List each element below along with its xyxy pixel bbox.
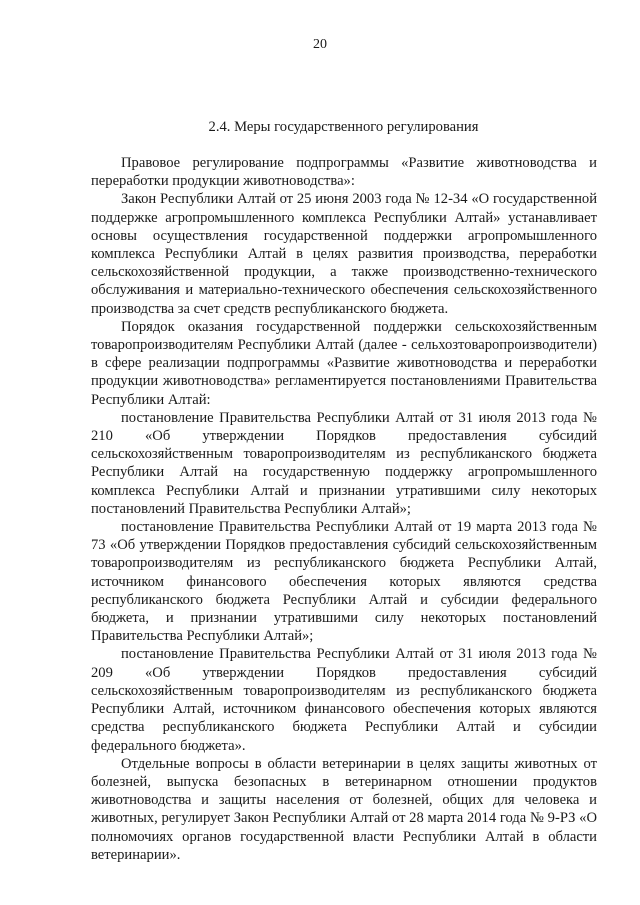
paragraph-law-12-34: Закон Республики Алтай от 25 июня 2003 года № 12-34 «О государственной поддержке агропромышленного комплекса Республики Алтай» устанавливает основы осуществления государственной поддержки агропромышленного комплекса Республики Алтай в целях развития производства, переработки сельскохозяйственной продукции, а также производственно-технического обслуживания и материально-технического обеспечения сельскохозяйственного производства за счет средств республиканского бюджета. xyxy=(91,191,597,317)
section-title: 2.4. Меры государственного регулирования xyxy=(208,119,479,135)
paragraph-resolution-73: постановление Правительства Республики Алтай от 19 марта 2013 года № 73 «Об утверждении Порядков предоставления субсидий сельскохозяйственным товаропроизводителям из республиканского бюджета Республики Алтай, источником финансового обеспечения которых являются средства республиканского бюджета Республики Алтай и субсидии федерального бюджета, и признании утратившими силу некоторых постановлений Правительства Республики Алтай»; xyxy=(91,519,597,645)
body-text xyxy=(91,154,597,864)
paragraph-veterinary: Отдельные вопросы в области ветеринарии в целях защиты животных от болезней, выпуска безопасных в ветеринарном отношении продуктов животноводства и защиты населения от болезней, общих для человека и животных, регулирует Закон Республики Алтай от 28 марта 2014 года № 9-РЗ «О полномочиях органов государственной власти Республики Алтай в области ветеринарии». xyxy=(91,755,597,863)
paragraph-resolution-210: постановление Правительства Республики Алтай от 31 июля 2013 года № 210 «Об утверждении Порядков предоставления субсидий сельскохозяйственным товаропроизводителям из республиканского бюджета Республики Алтай на государственную поддержку агропромышленного комплекса Республики Алтай и признании утратившими силу некоторых постановлений Правительства Республики Алтай»; xyxy=(91,409,597,517)
paragraph-legal-regulation: Правовое регулирование подпрограммы «Развитие животноводства и переработки продукции животноводства»: xyxy=(91,155,597,190)
page-number: 20 xyxy=(313,37,327,52)
paragraph-support-procedure: Порядок оказания государственной поддержки сельскохозяйственным товаропроизводителям Республики Алтай (далее - сельхозтоваропроизводители) в сфере реализации подпрограммы «Развитие животноводства и переработки продукции животноводства» регламентируется постановлениями Правительства Республики Алтай: xyxy=(91,318,597,408)
paragraph-resolution-209: постановление Правительства Республики Алтай от 31 июля 2013 года № 209 «Об утверждении Порядков предоставления субсидий сельскохозяйственным товаропроизводителям из республиканского бюджета Республики Алтай, источником финансового обеспечения которых являются средства республиканского бюджета Республики Алтай и субсидии федерального бюджета». xyxy=(91,646,597,754)
